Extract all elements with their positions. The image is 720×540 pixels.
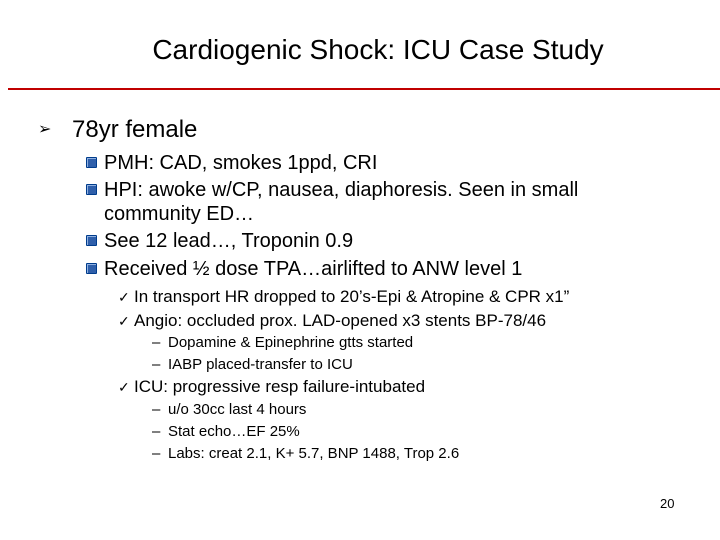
dash-bullet: – bbox=[152, 356, 161, 373]
bullet-text: u/o 30cc last 4 hours bbox=[168, 401, 307, 418]
slide-title: Cardiogenic Shock: ICU Case Study bbox=[152, 34, 604, 65]
bullet-text: See 12 lead…, Troponin 0.9 bbox=[104, 230, 354, 252]
square-bullet-icon bbox=[86, 184, 97, 195]
dash-bullet: – bbox=[152, 423, 161, 440]
arrow-bullet-icon: ➢ bbox=[38, 121, 52, 138]
title-divider bbox=[8, 88, 720, 90]
page-number: 20 bbox=[660, 496, 675, 511]
bullet-text: Angio: occluded prox. LAD-opened x3 stents BP-78/46 bbox=[134, 311, 547, 330]
check-bullet-icon: ✓ bbox=[118, 313, 130, 329]
dash-bullet: – bbox=[152, 445, 161, 462]
bullet-text: Received ½ dose TPA…airlifted to ANW level 1 bbox=[104, 258, 523, 280]
dash-bullet: – bbox=[152, 334, 161, 351]
bullet-text: ICU: progressive resp failure-intubated bbox=[134, 377, 426, 396]
square-bullet-icon bbox=[86, 263, 97, 274]
square-bullet-icon bbox=[86, 157, 97, 168]
check-bullet-icon: ✓ bbox=[118, 289, 130, 305]
bullet-text: IABP placed-transfer to ICU bbox=[168, 356, 353, 373]
dash-bullet: – bbox=[152, 401, 161, 418]
square-bullet-icon bbox=[86, 235, 97, 246]
bullet-text: PMH: CAD, smokes 1ppd, CRI bbox=[104, 152, 378, 174]
check-bullet-icon: ✓ bbox=[118, 379, 130, 395]
bullet-text: Stat echo…EF 25% bbox=[168, 423, 300, 440]
bullet-text: In transport HR dropped to 20’s-Epi & Atropine & CPR x1” bbox=[134, 287, 570, 306]
bullet-text-continued: community ED… bbox=[104, 203, 255, 225]
bullet-text: Dopamine & Epinephrine gtts started bbox=[168, 334, 414, 351]
bullet-text: 78yr female bbox=[72, 116, 198, 143]
bullet-text: HPI: awoke w/CP, nausea, diaphoresis. Seen in small bbox=[104, 179, 579, 201]
bullet-text: Labs: creat 2.1, K+ 5.7, BNP 1488, Trop 2.6 bbox=[168, 445, 460, 462]
